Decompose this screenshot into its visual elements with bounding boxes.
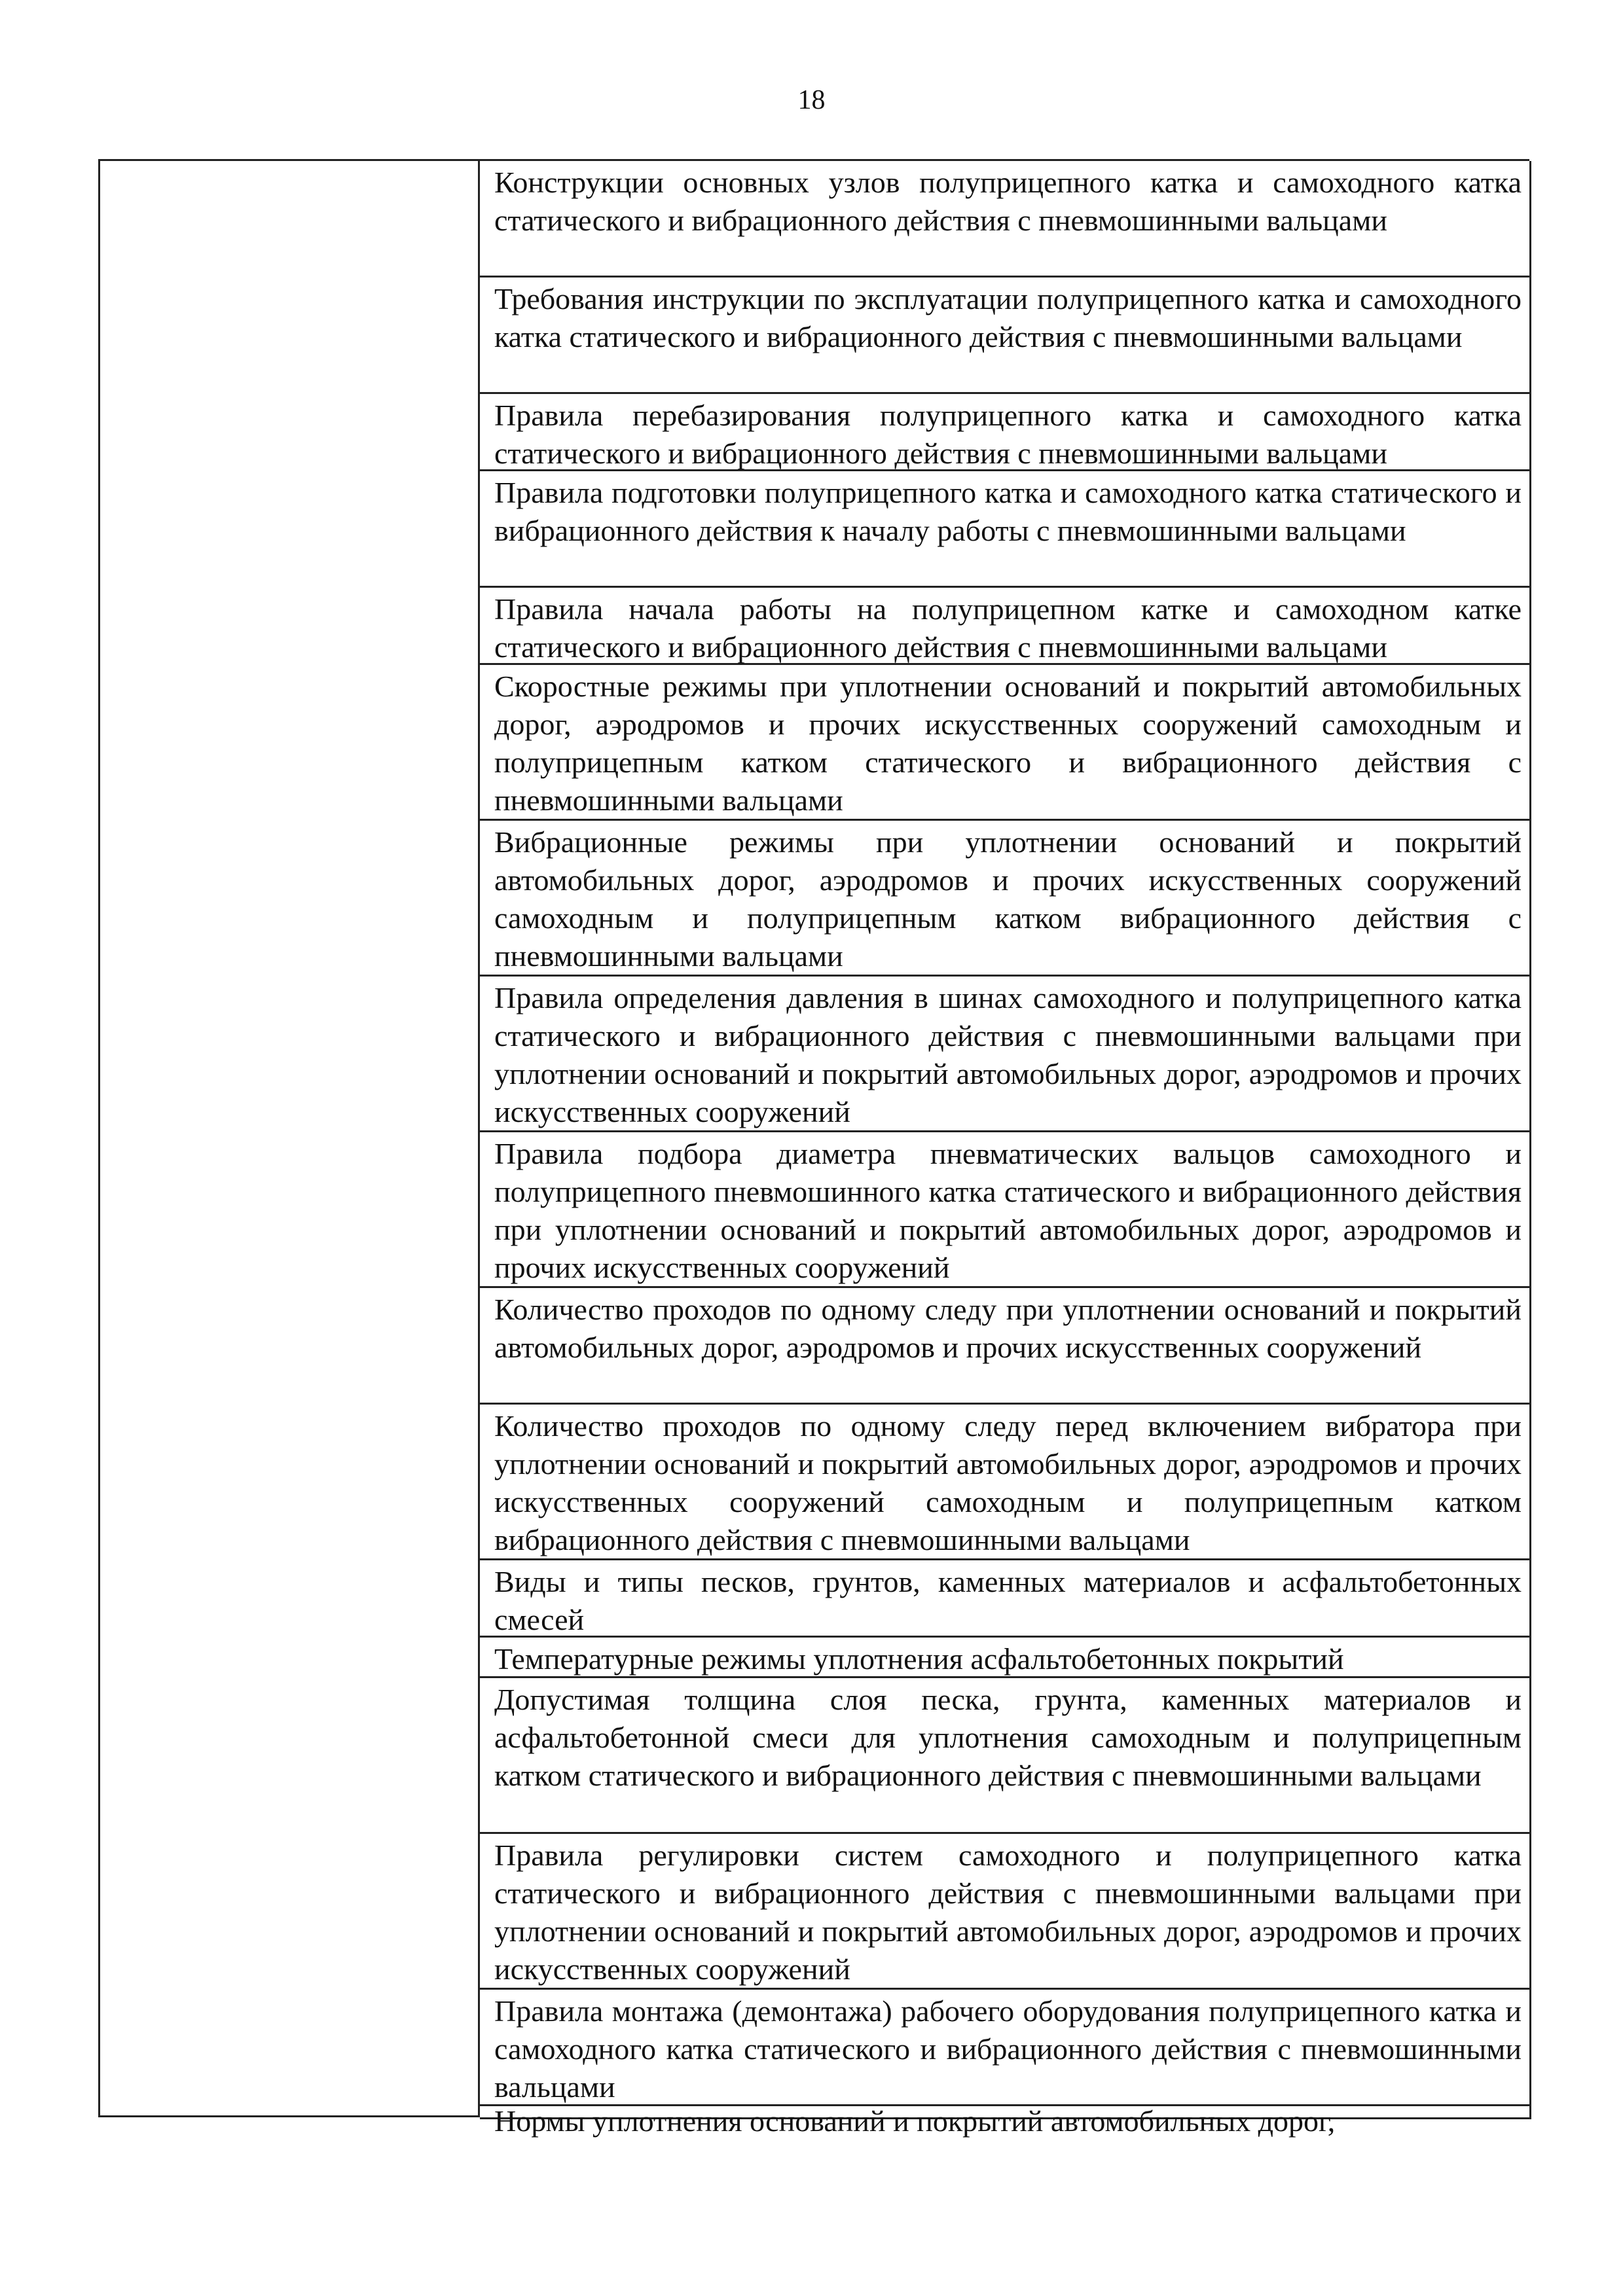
table-row: Температурные режимы уплотнения асфальтобетонных покрытий [480,1638,1531,1678]
table-row: Правила подбора диаметра пневматических вальцов самоходного и полуприцепного пневмошинного катка статического и вибрационного действия при уплотнении оснований и покрытий автомобильных дорог, аэродромов и прочих искусственных сооружений [480,1132,1531,1288]
table-row: Скоростные режимы при уплотнении оснований и покрытий автомобильных дорог, аэродромов и прочих искусственных сооружений самоходным и полуприцепным катком статического и вибрационного действия с пневмошинными вальцами [480,665,1531,821]
table-row: Допустимая толщина слоя песка, грунта, каменных материалов и асфальтобетонной смеси для уплотнения самоходным и полуприцепным катком статического и вибрационного действия с пневмошинными вальцами [480,1678,1531,1834]
table-row: Правила определения давления в шинах самоходного и полуприцепного катка статического и вибрационного действия с пневмошинными вальцами при уплотнении оснований и покрытий автомобильных дорог, аэродромов и прочих искусственных сооружений [480,977,1531,1132]
table-row: Правила подготовки полуприцепного катка и самоходного катка статического и вибрационного действия к началу работы с пневмошинными вальцами [480,471,1531,588]
table-row: Нормы уплотнения оснований и покрытий автомобильных дорог, [480,2106,1531,2119]
page-number: 18 [797,85,826,115]
table-right-column [480,161,1531,2138]
table-left-column [100,161,480,2117]
table-row: Правила регулировки систем самоходного и полуприцепного катка статического и вибрационного действия с пневмошинными вальцами при уплотнении оснований и покрытий автомобильных дорог, аэродромов и прочих искусственных сооружений [480,1834,1531,1990]
table-row: Требования инструкции по эксплуатации полуприцепного катка и самоходного катка статического и вибрационного действия с пневмошинными вальцами [480,278,1531,394]
table-row: Вибрационные режимы при уплотнении оснований и покрытий автомобильных дорог, аэродромов и прочих искусственных сооружений самоходным и полуприцепным катком вибрационного действия с пневмошинными вальцами [480,821,1531,977]
table-row: Количество проходов по одному следу перед включением вибратора при уплотнении оснований и покрытий автомобильных дорог, аэродромов и прочих искусственных сооружений самоходным и полуприцепным катком вибрационного действия с пневмошинными вальцами [480,1405,1531,1560]
table-row: Правила начала работы на полуприцепном катке и самоходном катке статического и вибрационного действия с пневмошинными вальцами [480,588,1531,665]
table-row: Правила перебазирования полуприцепного катка и самоходного катка статического и вибрационного действия с пневмошинными вальцами [480,394,1531,471]
table-row: Конструкции основных узлов полуприцепного катка и самоходного катка статического и вибрационного действия с пневмошинными вальцами [480,161,1531,278]
requirements-table [98,159,1529,2138]
table-row: Количество проходов по одному следу при уплотнении оснований и покрытий автомобильных дорог, аэродромов и прочих искусственных сооружений [480,1288,1531,1405]
table-row: Виды и типы песков, грунтов, каменных материалов и асфальтобетонных смесей [480,1560,1531,1638]
table-row: Правила монтажа (демонтажа) рабочего оборудования полуприцепного катка и самоходного катка статического и вибрационного действия с пневмошинными вальцами [480,1990,1531,2106]
